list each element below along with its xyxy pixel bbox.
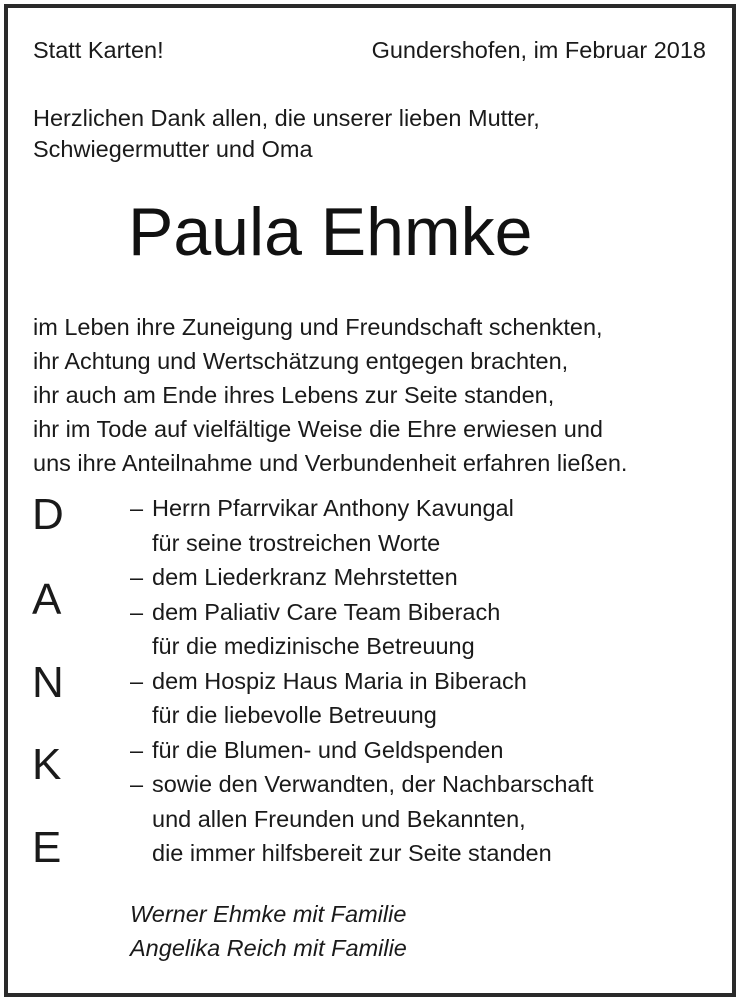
dash: – xyxy=(130,667,144,694)
thanks-item-text: dem Liederkranz Mehrstetten xyxy=(152,564,458,590)
body-line: ihr Achtung und Wertschätzung entgegen brachten, xyxy=(33,348,569,374)
thanks-item-continuation: für die medizinische Betreuung xyxy=(152,633,475,659)
danke-letter: D xyxy=(32,490,64,539)
danke-letter: K xyxy=(32,740,62,789)
thanks-item xyxy=(130,767,594,802)
thanks-list xyxy=(130,491,594,871)
thanks-item xyxy=(130,491,594,526)
thanks-item-text: dem Paliativ Care Team Biberach xyxy=(152,598,501,625)
body-line: im Leben ihre Zuneigung und Freundschaft schenkten, xyxy=(33,314,603,340)
dash: – xyxy=(130,771,144,797)
thanks-item-continuation: für seine trostreichen Worte xyxy=(152,529,441,556)
thanks-item xyxy=(130,664,594,699)
thanks-item-continuation: die immer hilfsbereit zur Seite standen xyxy=(152,840,552,866)
dash: – xyxy=(130,736,144,763)
thanks-item-text: sowie den Verwandten, der Nachbarschaft xyxy=(152,771,594,797)
thanks-item xyxy=(130,560,594,595)
thanks-item xyxy=(130,733,594,768)
signature: Werner Ehmke mit Familie xyxy=(130,901,407,927)
body-line: ihr im Tode auf vielfältige Weise die Ehre erwiesen und xyxy=(33,416,603,442)
body-line: ihr auch am Ende ihres Lebens zur Seite standen, xyxy=(33,382,555,408)
danke-letter: N xyxy=(32,658,64,707)
thanks-item xyxy=(130,595,594,630)
dash: – xyxy=(130,564,144,590)
thanks-item-continuation: und allen Freunden und Bekannten, xyxy=(152,805,526,832)
body-line: uns ihre Anteilnahme und Verbundenheit erfahren ließen. xyxy=(33,450,628,476)
header-date-place: Gundershofen, im Februar 2018 xyxy=(371,37,706,63)
dash: – xyxy=(130,598,144,625)
signature: Angelika Reich mit Familie xyxy=(130,935,407,961)
intro-line: Schwiegermutter und Oma xyxy=(33,136,313,162)
header-left: Statt Karten! xyxy=(33,37,164,63)
dash: – xyxy=(130,495,144,521)
danke-letter: A xyxy=(32,575,62,624)
deceased-name: Paula Ehmke xyxy=(128,194,533,270)
thanks-item-continuation: für die liebevolle Betreuung xyxy=(152,702,437,728)
danke-letter: E xyxy=(32,823,62,872)
intro-line: Herzlichen Dank allen, die unserer lieben Mutter, xyxy=(33,105,540,131)
thanks-item-text: Herrn Pfarrvikar Anthony Kavungal xyxy=(152,495,514,521)
thanks-item-text: für die Blumen- und Geldspenden xyxy=(152,736,504,763)
thanks-item-text: dem Hospiz Haus Maria in Biberach xyxy=(152,667,527,694)
